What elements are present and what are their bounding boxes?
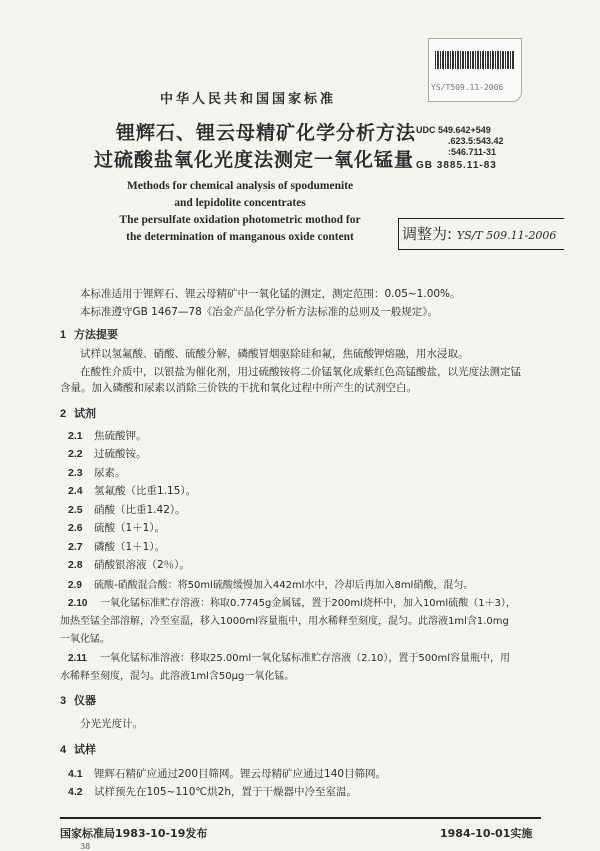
section-3-para: 分光光度计。	[80, 718, 143, 730]
section-3-heading: 3 仪器	[60, 694, 96, 707]
reagent-item: 2.3 尿素。	[68, 467, 126, 479]
adjustment-note	[398, 218, 564, 250]
gb-number: GB 3885.11-83	[416, 160, 497, 171]
section-1-para2-cont: 含量。加入磷酸和尿素以消除三价铁的干扰和氧化过程中所产生的试剂空白。	[60, 382, 417, 394]
sticker-code: YS/T509.11-2006	[431, 83, 504, 92]
reagent-item-cont: 加热至锰全部溶解，冷至室温，移入1000ml容量瓶中，用水稀释至刻度，混匀。此溶液1ml含1.0mg	[60, 616, 509, 627]
reagent-item: 2.5 硝酸（比重1.42）。	[68, 504, 186, 516]
adjust-label: 调整为:	[402, 225, 453, 243]
sample-item: 4.2 试样预先在105~110℃烘2h，置于干燥器中冷至室温。	[68, 786, 358, 798]
section-1-para2: 在酸性介质中，以银盐为催化剂，用过硫酸铵将二价锰氧化成紫红色高锰酸盐，以光度法测定锰	[80, 366, 521, 378]
reagent-item: 2.9 硫酸-硝酸混合酸：将50ml硫酸缓慢加入442ml水中，冷却后再加入8ml硝酸，混匀。	[68, 580, 474, 591]
section-1-para1: 试样以氢氟酸、硝酸、硫酸分解，磷酸冒烟驱除硅和氟，焦硫酸钾熔融，用水浸取。	[80, 348, 469, 360]
adjust-handwritten: YS/T 509.11-2006	[456, 229, 557, 242]
reagent-item: 2.8 硝酸银溶液（2％）。	[68, 559, 190, 571]
udc-line2: .623.5:543.42	[448, 136, 504, 146]
reagent-item: 2.10 一氧化锰标准贮存溶液：称取0.7745g金属锰，置于200ml烧杯中，加入10ml硫酸（1＋3），	[68, 598, 516, 609]
udc-line1: UDC 549.642+549	[416, 125, 491, 135]
issued-date: 国家标准局1983-10-19发布	[60, 827, 208, 840]
sample-item: 4.1 锂辉石精矿应通过200目筛网。锂云母精矿应通过140目筛网。	[68, 768, 387, 780]
reagent-item-cont: 水稀释至刻度，混匀。此溶液1ml含50μg一氧化锰。	[60, 671, 295, 682]
footer-divider	[60, 817, 541, 819]
reagent-item: 2.7 磷酸（1＋1）。	[68, 541, 166, 553]
reagent-item: 2.4 氢氟酸（比重1.15）。	[68, 485, 197, 497]
intro-line2: 本标准遵守GB 1467—78《冶金产品化学分析方法标准的总则及一般规定》。	[80, 306, 439, 318]
effective-date: 1984-10-01实施	[440, 827, 533, 840]
page-number: 38	[80, 842, 91, 851]
udc-line3: :546.711-31	[448, 147, 497, 157]
reagent-item-cont: 一氧化锰。	[60, 634, 110, 645]
section-1-heading: 1 方法提要	[60, 328, 118, 341]
national-standard-header: 中华人民共和国国家标准	[160, 92, 337, 107]
barcode-icon	[435, 51, 515, 69]
section-4-heading: 4 试样	[60, 743, 96, 756]
title-cn-line1: 锂辉石、锂云母精矿化学分析方法	[116, 122, 417, 144]
reagent-item: 2.6 硫酸（1＋1）。	[68, 522, 166, 534]
reagent-item: 2.11 一氧化锰标准溶液：移取25.00ml一氧化锰标准贮存溶液（2.10），置于500ml容量瓶中，用	[68, 653, 511, 664]
title-en-line2: and lepidolite concentrates	[174, 197, 306, 209]
reagent-item: 2.2 过硫酸铵。	[68, 448, 147, 460]
title-en-line4: the determination of manganous oxide content	[126, 231, 354, 243]
title-en-line1: Methods for chemical analysis of spodumenite	[126, 180, 354, 192]
intro-line1: 本标准适用于锂辉石、锂云母精矿中一氧化锰的测定，测定范围：0.05~1.00%。	[80, 288, 461, 300]
reagent-item: 2.1 焦硫酸钾。	[68, 430, 147, 442]
section-2-heading: 2 试剂	[60, 407, 96, 420]
barcode-sticker	[428, 38, 522, 102]
title-en-line3: The persulfate oxidation photometric mothod for	[119, 214, 361, 226]
title-cn-line2: 过硫酸盐氧化光度法测定一氧化锰量	[94, 149, 415, 171]
